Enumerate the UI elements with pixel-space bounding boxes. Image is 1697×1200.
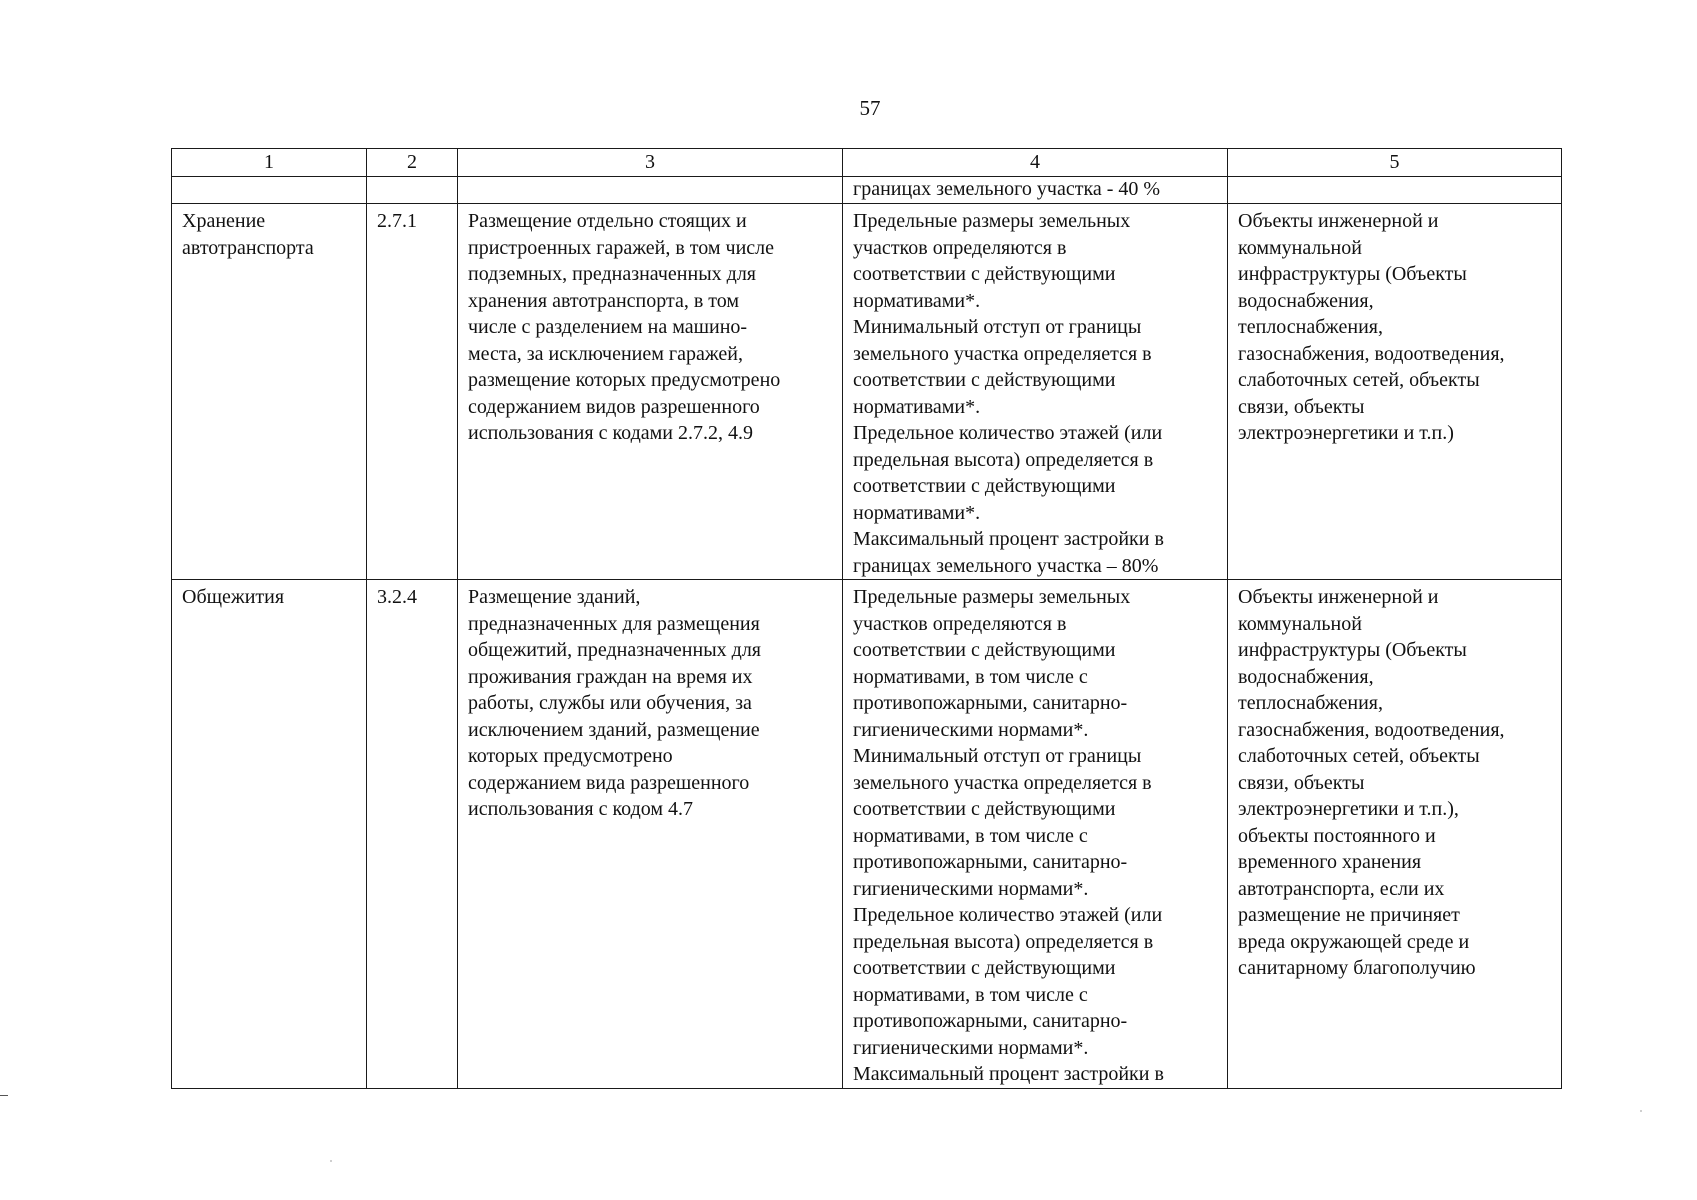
table-header-row xyxy=(172,149,1562,177)
table-cell xyxy=(172,177,367,204)
page-number: 57 xyxy=(859,96,881,120)
use-type-parameters: Предельные размеры земельных участков определяются в соответствии с действующими нормативами, в том числе с противопожарными, санитарно- гигиеническими нормами*. Минимальный отступ от границы земельного участка определяется в соответствии с действующими нормативами, в том числе с противопожарными, санитарно- гигиеническими нормами*. Предельное количество этажей (или предельная высота) определяется в соответствии с действующими нормативами, в том числе с противопожарными, санитарно- гигиеническими нормами*. Максимальный процент застройки в xyxy=(843,580,1228,1089)
use-type-name: Хранение автотранспорта xyxy=(172,204,367,580)
use-type-auxiliary: Объекты инженерной и коммунальной инфраструктуры (Объекты водоснабжения, теплоснабжения, газоснабжения, водоотведения, слаботочных сетей, объекты связи, объекты электроэнергетики и т.п.), объекты постоянного и временного хранения автотранспорта, если их размещение не причиняет вреда окружающей среде и санитарному благополучию xyxy=(1228,580,1562,1089)
scan-dot xyxy=(1640,1110,1642,1112)
column-header: 3 xyxy=(458,149,843,177)
table-row xyxy=(172,580,1562,1089)
use-type-code: 3.2.4 xyxy=(367,580,458,1089)
use-type-code: 2.7.1 xyxy=(367,204,458,580)
column-header: 5 xyxy=(1228,149,1562,177)
continuation-text: границах земельного участка - 40 % xyxy=(843,177,1228,204)
column-header: 4 xyxy=(843,149,1228,177)
use-type-description: Размещение зданий, предназначенных для размещения общежитий, предназначенных для проживания граждан на время их работы, службы или обучения, за исключением зданий, размещение которых предусмотрено содержанием вида разрешенного использования с кодом 4.7 xyxy=(458,580,843,1089)
table-cell xyxy=(367,177,458,204)
use-type-auxiliary: Объекты инженерной и коммунальной инфраструктуры (Объекты водоснабжения, теплоснабжения, газоснабжения, водоотведения, слаботочных сетей, объекты связи, объекты электроэнергетики и т.п.) xyxy=(1228,204,1562,580)
table-row xyxy=(172,204,1562,580)
column-header: 1 xyxy=(172,149,367,177)
scan-dot xyxy=(330,1160,332,1162)
permitted-use-table xyxy=(171,148,1562,1089)
table-cell xyxy=(458,177,843,204)
use-type-parameters: Предельные размеры земельных участков определяются в соответствии с действующими нормативами*. Минимальный отступ от границы земельного участка определяется в соответствии с действующими нормативами*. Предельное количество этажей (или предельная высота) определяется в соответствии с действующими нормативами*. Максимальный процент застройки в границах земельного участка – 80% xyxy=(843,204,1228,580)
continuation-row xyxy=(172,177,1562,204)
use-type-name: Общежития xyxy=(172,580,367,1089)
table-cell xyxy=(1228,177,1562,204)
column-header: 2 xyxy=(367,149,458,177)
margin-mark xyxy=(0,1095,8,1096)
use-type-description: Размещение отдельно стоящих и пристроенных гаражей, в том числе подземных, предназначенных для хранения автотранспорта, в том числе с разделением на машино- места, за исключением гаражей, размещение которых предусмотрено содержанием видов разрешенного использования с кодами 2.7.2, 4.9 xyxy=(458,204,843,580)
